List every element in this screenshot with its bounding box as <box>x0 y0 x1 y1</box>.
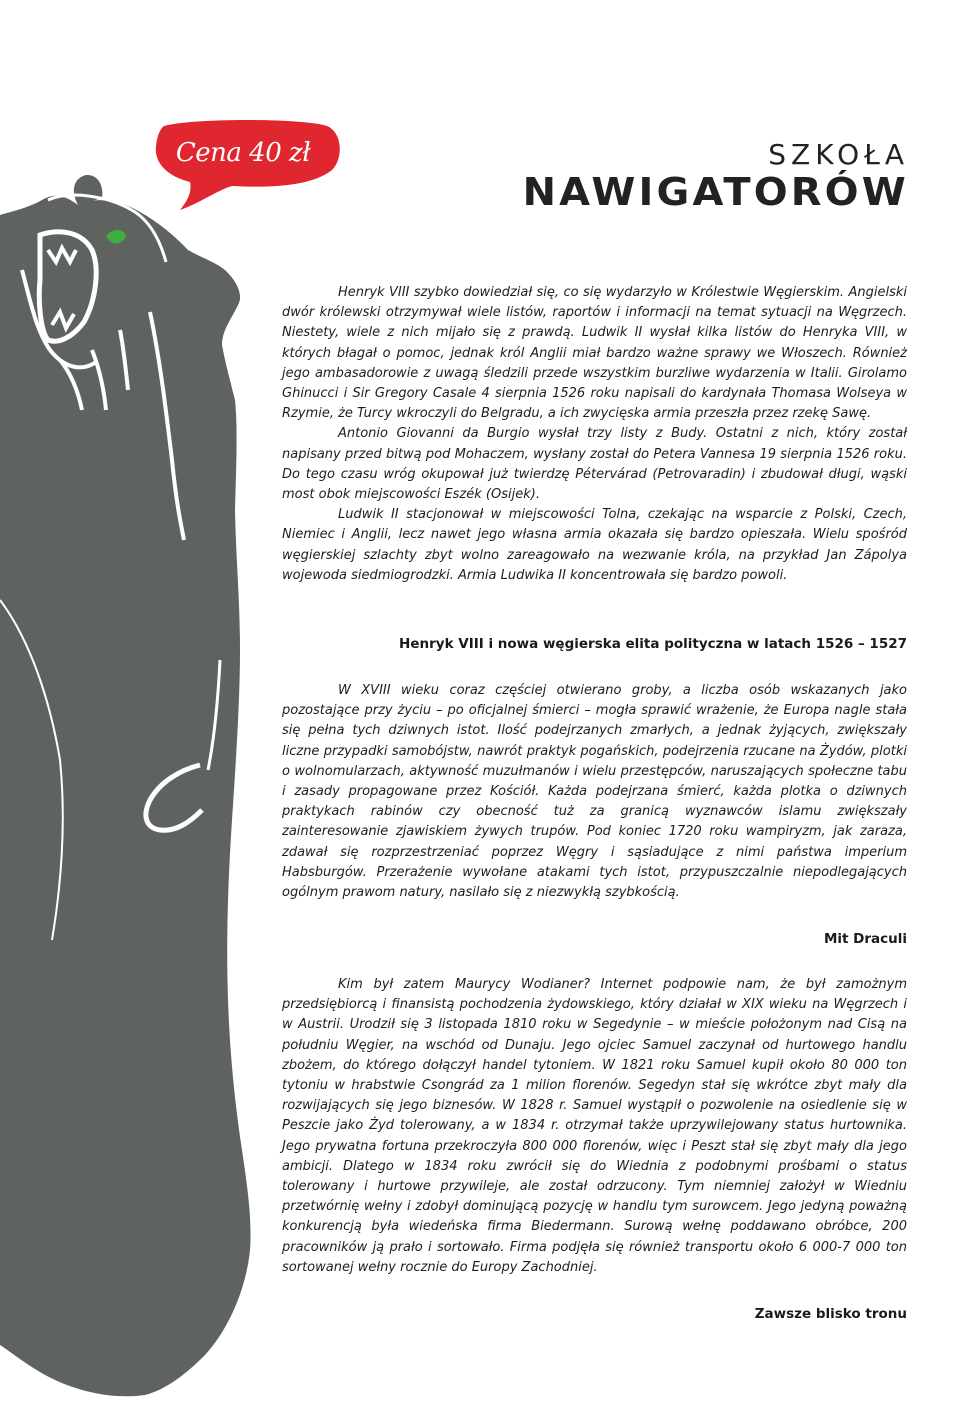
section-heading: Zawsze blisko tronu <box>754 1306 907 1322</box>
section-1 <box>282 283 907 586</box>
paragraph: Antonio Giovanni da Burgio wysłał trzy listy z Budy. Ostatni z nich, który został napisany przed bitwą pod Mohaczem, wysłany został do Petera Vannesa 19 sierpnia 1526 roku. Do tego czasu wróg okupował już twierdzę Pétervárad (Petrovaradin) i zbudował długi, wąski most obok miejscowości Eszék (Osijek). <box>282 426 907 503</box>
price-badge: Cena 40 zł <box>175 138 311 168</box>
brand-line-1: SZKOŁA <box>768 138 909 171</box>
paragraph: W XVIII wieku coraz częściej otwierano groby, a liczba osób wskazanych jako pozostające przy życiu – po oficjalnej śmierci – mogła sprawić wrażenie, że Europa nagle stała się pełna tych dziwnych istot. Ilość podejrzanych zmarłych, a jednak żyjących, zwiększały liczne przypadki samobójstw, nawrót praktyk pogańskich, podejrzenia rzucane na Żydów, plotki o wolnomularzach, aktywność muzułmanów i wielu przestępców, naruszających społeczne tabu i zasady propagowane przez Kościół. Każda podejrzana śmierć, każda plotka o dziwnych praktykach rabinów czy obecność tuż za granicą wyznawców islamu zwiększały zainteresowanie zjawiskiem żywych trupów. Pod koniec 1720 roku wampiryzm, jak zaraza, zdawał się rozprzestrzeniać poprzez Węgry i sąsiadujące z nimi państwa imperium Habsburgów. Przerażenie wywołane atakami tych istot, przypuszczalnie niepodlegających ogólnym prawom natury, nasilało się z niezwykłą szybkością. <box>282 683 907 901</box>
section-heading: Henryk VIII i nowa węgierska elita polityczna w latach 1526 – 1527 <box>399 636 907 652</box>
brand-logo <box>522 138 909 214</box>
brand-line-2: NAWIGATORÓW <box>522 170 909 214</box>
section-3 <box>282 975 907 1278</box>
paragraph: Henryk VIII szybko dowiedział się, co się wydarzyło w Królestwie Węgierskim. Angielski dwór królewski otrzymywał wiele listów, raportów i informacji na temat sytuacji na Węgrzech. Niestety, wiele z nich mijało się z prawdą. Ludwik II wysłał kilka listów do Henryka VIII, w których błagał o pomoc, jednak król Anglii miał bardzo ważne sprawy we Włoszech. Również jego ambasadorowie z uwagą śledzili przede wszystkim burzliwe wydarzenia w Italii. Girolamo Ghinucci i Sir Gregory Casale 4 sierpnia 1526 roku napisali do kardynała Thomasa Wolseya w Rzymie, że Turcy wkroczyli do Belgradu, a ich zwycięska armia przeszła przez rzekę Sawę. <box>282 285 907 422</box>
section-heading: Mit Draculi <box>823 931 907 947</box>
paragraph: Ludwik II stacjonował w miejscowości Tolna, czekając na wsparcie z Polski, Czech, Niemiec i Anglii, lecz nawet jego własna armia okazała się bardzo opieszała. Wielu spośród węgierskiej szlachty zbyt wolno zareagowało na wezwanie króla, na przykład Jan Zápolya wojewoda siedmiogrodzki. Armia Ludwika II koncentrowała się bardzo powoli. <box>282 507 907 583</box>
section-2 <box>282 681 907 903</box>
paragraph: Kim był zatem Maurycy Wodianer? Internet podpowie nam, że był zamożnym przedsiębiorcą i finansistą pochodzenia żydowskiego, który działał w XIX wieku na Węgrzech i w Austrii. Urodził się 3 listopada 1810 roku w Segedynie – w mieście położonym nad Cisą na południu Węgier, na wschód od Dunaju. Jego ojciec Samuel zaczynał od hurtowego handlu zbożem, do którego dołączył handel tytoniem. W 1821 roku Samuel kupił około 80 000 ton tytoniu w hrabstwie Csongrád za 1 milion florenów. Segedyn stał się wkrótce zbyt mały dla rozwijających się jego biznesów. W 1828 r. Samuel wystąpił o pozwolenie na osiedlenie się w Peszcie jako Żyd tolerowany, a w 1834 r. otrzymał także uprzywilejowany status hurtownika. Jego prywatna fortuna przekroczyła 800 000 florenów, więc i Peszt stał się zbyt mały dla jego ambicji. Dlatego w 1834 roku zwrócił się do Wiednia z podobnymi prośbami o status tolerowany i hurtowe przywileje, ale został odrzucony. Tym niemniej założył w Wiedniu przetwórnię wełny i zdobył dominującą pozycję w handlu tym surowcem. Jego jedyną poważną konkurencją była wiedeńska firma Biedermann. Surową wełnę poddawano obróbce, 200 pracowników ją prało i sortowało. Firma podjęła się również transportu około 6 000-7 000 ton sortowanej wełny rocznie do Europy Zachodniej. <box>282 977 907 1275</box>
